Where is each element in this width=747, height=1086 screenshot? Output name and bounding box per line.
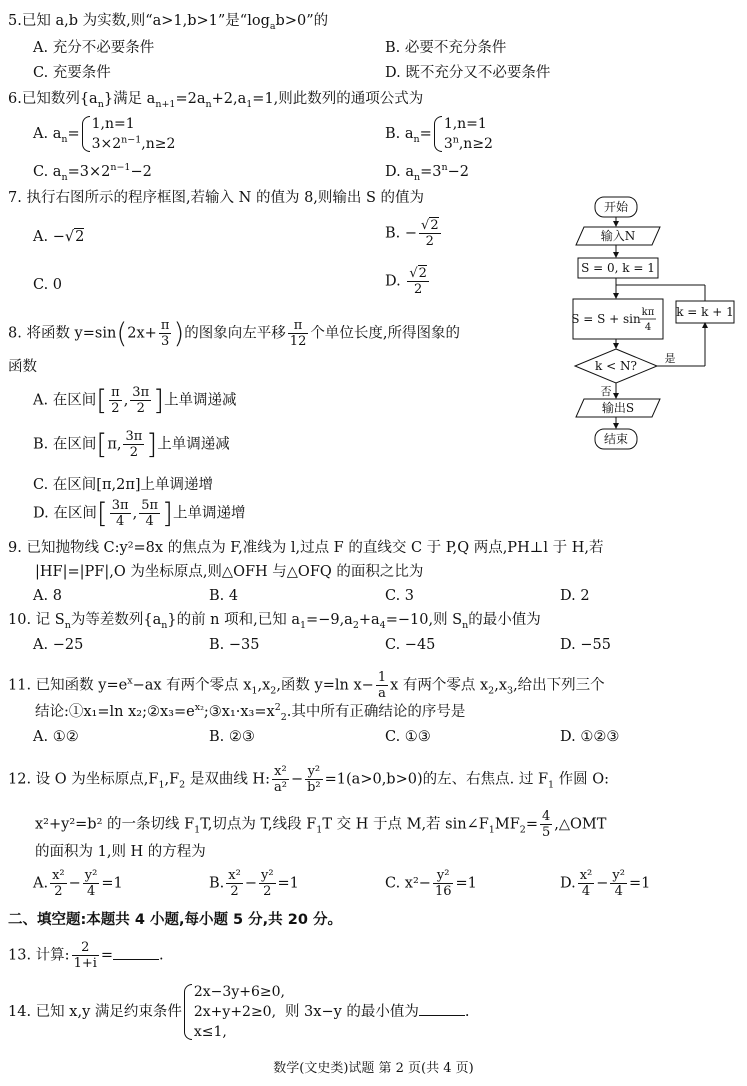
- q7-option-d[interactable]: D. $\frac{√2}{2}$: [385, 266, 427, 297]
- q6-option-a[interactable]: A. $a_n=$ 1,n=1 $3\times 2^{n-1},n\ge 2$: [33, 116, 176, 152]
- q5-option-c[interactable]: C. 充要条件: [33, 65, 111, 81]
- q8-option-c[interactable]: C. 在区间[π,2π]上单调递增: [33, 477, 214, 493]
- q9-stem-line1: 9. 已知抛物线 C:y²=8x 的焦点为 F,准线为 l,过点 F 的直线交 C 于 P,Q 两点,PH⊥l 于 H,若: [8, 540, 604, 556]
- q10-option-b[interactable]: B. −35: [209, 637, 260, 653]
- q7-option-b[interactable]: B. − $\frac{√2}{2}$: [385, 218, 439, 249]
- q11-option-d[interactable]: D. ①②③: [560, 729, 620, 745]
- q7-option-a[interactable]: A. −√2: [33, 229, 85, 245]
- q9-stem-line2: |HF|=|PF|,O 为坐标原点,则△OFH 与△OFQ 的面积之比为: [35, 564, 424, 580]
- flow-init-label: S = 0, k = 1: [581, 261, 655, 275]
- q14-stem: 14. 已知 x,y 满足约束条件 2x−3y+6≥0, 2x+y+2≥0, x≤1, 则 3x−y 的最小值为 .: [8, 984, 470, 1040]
- flow-no-label: 否: [600, 385, 612, 398]
- q11-option-c[interactable]: C. ①③: [385, 729, 431, 745]
- q10-option-c[interactable]: C. −45: [385, 637, 436, 653]
- q13-answer-blank[interactable]: [113, 948, 159, 960]
- section-2-heading: 二、填空题:本题共 4 小题,每小题 5 分,共 20 分。: [8, 912, 342, 928]
- q9-option-b[interactable]: B. 4: [209, 588, 239, 604]
- q8-option-a[interactable]: A. 在区间[ $\frac{\pi}{2}$ , $\frac{3\pi}{2}$ ]上单调递减: [33, 383, 237, 417]
- q5-option-d[interactable]: D. 既不充分又不必要条件: [385, 65, 551, 81]
- q14-answer-blank[interactable]: [419, 1004, 465, 1016]
- flow-end-label: 结束: [603, 432, 629, 446]
- q8-stem-cont: 函数: [8, 359, 37, 375]
- q13-stem: 13. 计算: $\frac{2}{1+i}$ = .: [8, 940, 164, 971]
- flow-start-label: 开始: [603, 200, 629, 214]
- q9-option-d[interactable]: D. 2: [560, 588, 590, 604]
- flow-update-k-label: k = k + 1: [676, 305, 734, 319]
- q11-stem-line2: 结论:①x₁=ln $x_2;②x_3=e^{x_2};③x_1\cdot x_3=x^2_2$.其中所有正确结论的序号是: [35, 702, 466, 723]
- flow-input-label: 输入N: [600, 229, 636, 243]
- q9-option-c[interactable]: C. 3: [385, 588, 415, 604]
- q11-option-a[interactable]: A. ①②: [33, 729, 79, 745]
- q6-option-d[interactable]: D. $a_n=3^n-2$: [385, 162, 469, 183]
- flow-yes-label: 是: [664, 352, 676, 365]
- program-flowchart: [570, 195, 740, 455]
- q7-stem: 7. 执行右图所示的程序框图,若输入 N 的值为 8,则输出 S 的值为: [8, 190, 425, 206]
- flow-output-label: 输出S: [601, 401, 635, 415]
- q12-option-a[interactable]: A. $\frac{\text{x²}}{2}$ − $\frac{\text{y²}}{4}$ =1: [33, 868, 123, 899]
- q5-option-b[interactable]: B. 必要不充分条件: [385, 40, 507, 56]
- q8-option-d[interactable]: D. 在区间[ $\frac{3\pi}{4}$ , $\frac{5\pi}{4}$ ]上单调递增: [33, 496, 246, 530]
- q11-option-b[interactable]: B. ②③: [209, 729, 255, 745]
- q7-option-c[interactable]: C. 0: [33, 277, 63, 293]
- q12-stem-line1: 12. 设 O 为坐标原点$,F_1,F_2$ 是双曲线 H: $\frac{\text{x²}}{\text{a²}}$ − $\frac{\text{y²}}{\text{b²}}$ =1(a>0,b>0)的左、右焦点. 过 $F_1$ 作圆 O:: [8, 764, 610, 795]
- q9-option-a[interactable]: A. 8: [33, 588, 62, 604]
- q8-option-b[interactable]: B. 在区间[π, $\frac{3\pi}{2}$ ]上单调递减: [33, 427, 230, 461]
- q10-stem: 10. 记 $S_n$为等差数列$\{a_n\}$的前 n 项和,已知 $a_1=-9,a_2+a_4=-10$,则 $S_n$的最小值为: [8, 612, 541, 631]
- flow-kpi-label: kπ: [641, 307, 655, 318]
- q8-stem: 8. 将函数 y=sin(2x+ $\frac{\pi}{3}$ )的图象向左平移 $\frac{\pi}{12}$ 个单位长度,所得图象的: [8, 316, 460, 350]
- flow-update-s-label: S = S + sin: [571, 312, 641, 326]
- q6-option-c[interactable]: C. $a_n=3\times 2^{n-1}-2$: [33, 162, 152, 183]
- q12-option-d[interactable]: D. $\frac{\text{x²}}{4}$ − $\frac{\text{y²}}{4}$ =1: [560, 868, 651, 899]
- flow-four-label: 4: [644, 322, 652, 333]
- page-footer: 数学(文史类)试题 第 2 页(共 4 页): [273, 1061, 474, 1076]
- flow-condition-label: k < N?: [595, 359, 637, 373]
- q11-stem-line1: 11. 已知函数 $y=e^x-ax$ 有两个零点 $x_1,x_2$,函数 y=ln x− $\frac{1}{a}$ x 有两个零点 $x_2,x_3$,给出下列三个: [8, 670, 605, 701]
- q5-option-a[interactable]: A. 充分不必要条件: [33, 40, 155, 56]
- q10-option-d[interactable]: D. −55: [560, 637, 611, 653]
- q12-stem-line3: 的面积为 1,则 H 的方程为: [35, 844, 206, 860]
- q12-option-c[interactable]: C. x²− $\frac{\text{y²}}{16}$ =1: [385, 868, 477, 899]
- q10-option-a[interactable]: A. −25: [33, 637, 84, 653]
- q6-stem: 6.已知数列$\{a_n\}$满足 $a_{n+1}=2a_n+2,a_1=1$,则此数列的通项公式为: [8, 91, 424, 110]
- q5-stem: 5.已知 a,b 为实数,则“a>1,b>1”是“$\log_ab>0$”的: [8, 13, 329, 32]
- q12-stem-line2: x²+y²=b² 的一条切线 $F_1T$,切点为 T,线段 $F_1T$ 交 H 于点 M,若 $\sin\angle F_1MF_2=$ $\frac{4}{5}$ ,△OMT: [35, 809, 607, 840]
- q6-option-b[interactable]: B. $a_n=$ 1,n=1 $3^n,n\ge 2$: [385, 116, 493, 152]
- q12-option-b[interactable]: B. $\frac{\text{x²}}{2}$ − $\frac{\text{y²}}{2}$ =1: [209, 868, 299, 899]
